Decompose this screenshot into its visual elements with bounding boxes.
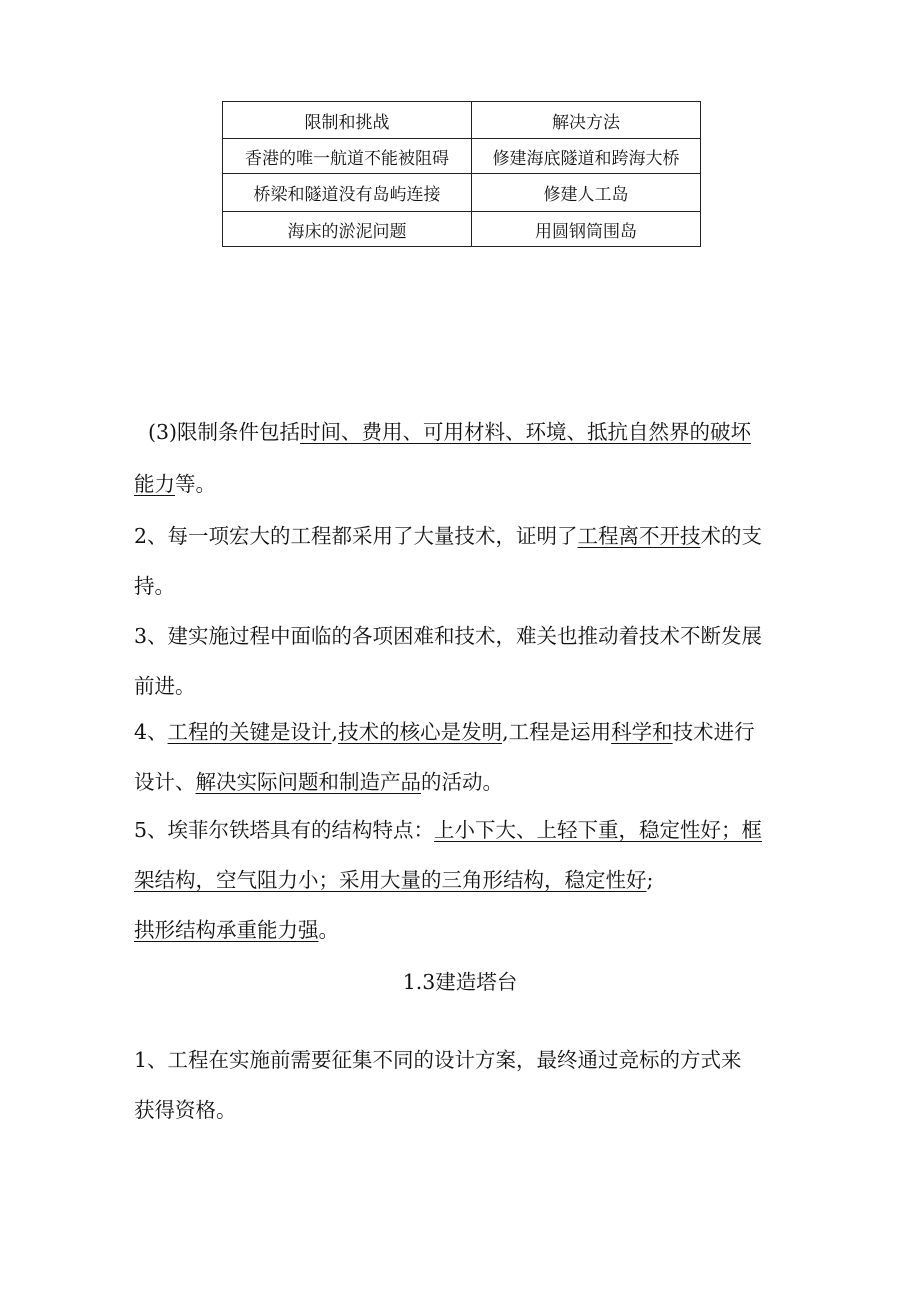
table-cell: 修建人工岛	[472, 174, 701, 212]
table-cell: 香港的唯一航道不能被阻碍	[223, 139, 472, 174]
constraints-table	[222, 101, 701, 247]
table-header-row	[223, 102, 701, 139]
paragraph-line	[134, 855, 794, 905]
paragraph-line: 持。	[134, 574, 175, 598]
underlined-text: 技术的核心是发明	[338, 720, 503, 744]
section-heading: 1.3建造塔台	[402, 970, 518, 994]
text-segment: 等。	[175, 472, 216, 496]
underlined-text: 架结构，空气阻力小；采用大量的三角形结构，稳定性好	[134, 868, 647, 892]
paragraph-2	[134, 511, 794, 611]
text-segment: 。	[318, 918, 339, 942]
paragraph-3	[134, 611, 794, 711]
paragraph-line	[134, 511, 794, 561]
table-header-cell: 解决方法	[472, 102, 701, 139]
text-segment: 4、	[134, 720, 168, 744]
paragraph-line	[134, 757, 794, 807]
paragraph-line	[134, 707, 794, 757]
underlined-text: 工程的关键是设计	[167, 720, 332, 744]
paragraph-line: 前进。	[134, 674, 196, 698]
underlined-text: 时间、费用、可用材料、环境、抵抗自然界的破坏	[300, 420, 752, 444]
text-segment: 技术进行	[672, 720, 755, 744]
underlined-text: 能力	[134, 472, 175, 496]
text-segment: 2、每一项宏大的工程都采用了大量技术，证明了	[134, 524, 578, 548]
text-segment: 术的支	[700, 524, 763, 548]
table-cell: 桥梁和隧道没有岛屿连接	[223, 174, 472, 212]
text-segment: ;	[646, 868, 654, 892]
paragraph-line: 1、工程在实施前需要征集不同的设计方案，最终通过竞标的方式来	[134, 1048, 742, 1072]
table-row	[223, 174, 701, 212]
paragraph-5	[134, 805, 794, 955]
paragraph-line	[134, 459, 794, 509]
underlined-text: 科学和	[611, 720, 673, 744]
paragraph-line	[134, 805, 794, 855]
paragraph-constraints-cont	[134, 459, 794, 509]
text-segment: 的活动。	[421, 770, 503, 794]
underlined-text: 工程离不开技	[577, 524, 701, 548]
paragraph-line	[148, 407, 808, 457]
underlined-text: 拱形结构承重能力强	[134, 918, 319, 942]
text-segment: 设计、	[134, 770, 196, 794]
text-segment: (3)限制条件包括	[148, 420, 301, 444]
table-row	[223, 139, 701, 174]
underlined-text: 上小下大、上轻下重，稳定性好；框	[434, 818, 763, 842]
table-cell: 海床的淤泥问题	[223, 212, 472, 247]
paragraph-line: 3、建实施过程中面临的各项困难和技术，难关也推动着技术不断发展	[134, 624, 763, 648]
table-row	[223, 212, 701, 247]
text-segment: 5、埃菲尔铁塔具有的结构特点：	[134, 818, 435, 842]
paragraph-line	[134, 905, 794, 955]
table-cell: 修建海底隧道和跨海大桥	[472, 139, 701, 174]
paragraph-section-1	[134, 1035, 794, 1135]
paragraph-line: 获得资格。	[134, 1098, 237, 1122]
table-cell: 用圆钢筒围岛	[472, 212, 701, 247]
text-segment: ,	[331, 720, 339, 744]
text-segment: ,工程是运用	[502, 720, 612, 744]
table-header-cell: 限制和挑战	[223, 102, 472, 139]
paragraph-4	[134, 707, 794, 807]
paragraph-constraints	[148, 407, 808, 457]
underlined-text: 解决实际问题和制造产品	[195, 770, 421, 794]
